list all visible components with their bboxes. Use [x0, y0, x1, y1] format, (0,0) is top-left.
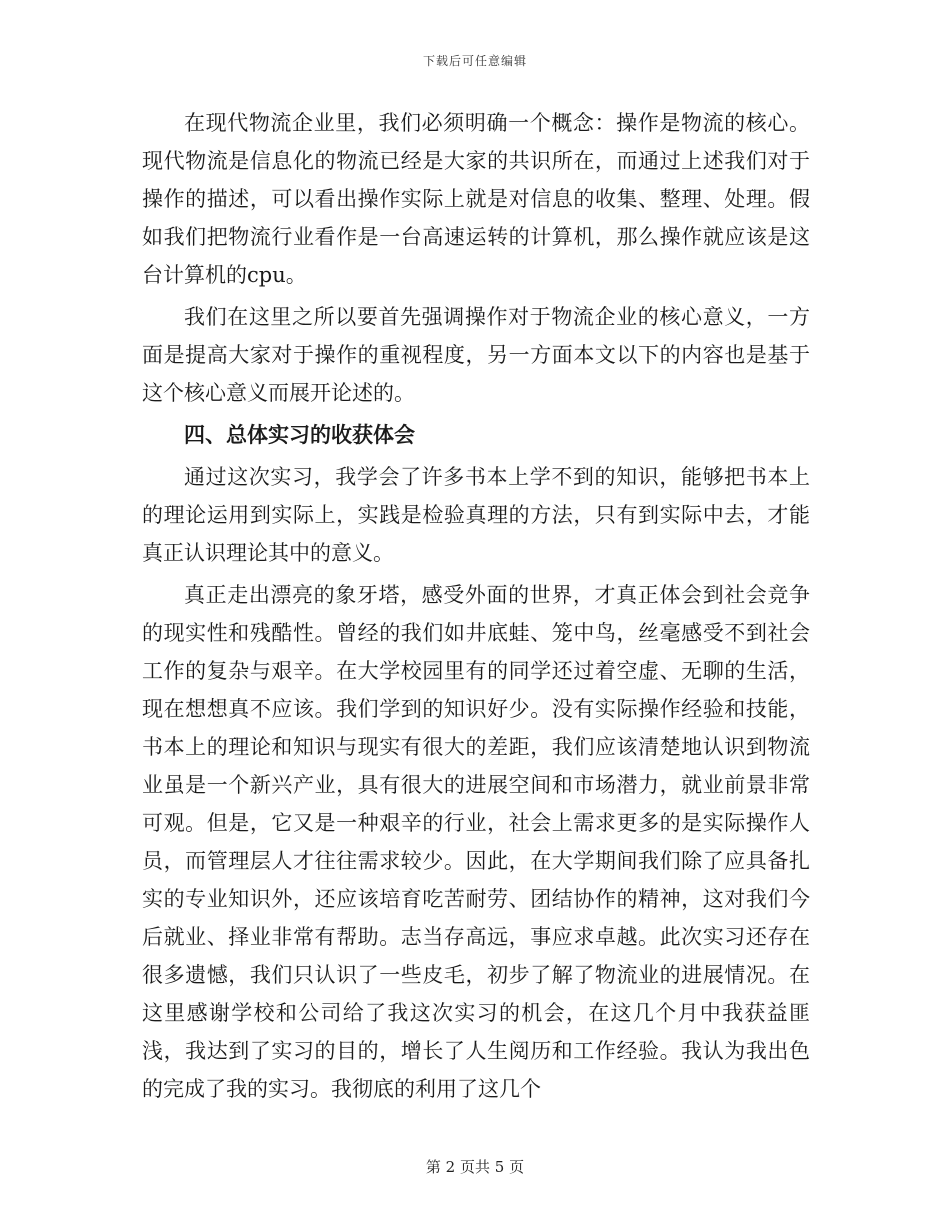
paragraph-4: 真正走出漂亮的象牙塔，感受外面的世界，才真正体会到社会竞争的现实性和残酷性。曾经的我们如井底蛙、笼中鸟，丝毫感受不到社会工作的复杂与艰辛。在大学校园里有的同学还过着空虚、无聊的生活，现在想想真不应该。我们学到的知识好少。没有实际操作经验和技能，书本上的理论和知识与现实有很大的差距，我们应该清楚地认识到物流业虽是一个新兴产业，具有很大的进展空间和市场潜力，就业前景非常可观。但是，它又是一种艰辛的行业，社会上需求更多的是实际操作人员，而管理层人才往往需求较少。因此，在大学期间我们除了应具备扎实的专业知识外，还应该培育吃苦耐劳、团结协作的精神，这对我们今后就业、择业非常有帮助。志当存高远，事应求卓越。此次实习还存在很多遗憾，我们只认识了一些皮毛，初步了解了物流业的进展情况。在这里感谢学校和公司给了我这次实习的机会，在这几个月中我获益匪浅，我达到了实习的目的，增长了人生阅历和工作经验。我认为我出色的完成了我的实习。我彻底的利用了这几个 [142, 583, 810, 1101]
section-heading: 四、总体实习的收获体会 [184, 422, 415, 447]
page-footer: 第 2 页共 5 页 [425, 1158, 525, 1176]
document-body [142, 104, 810, 1112]
paragraph-2: 我们在这里之所以要首先强调操作对于物流企业的核心意义，一方面是提高大家对于操作的重视程度，另一方面本文以下的内容也是基于这个核心意义而展开论述的。 [142, 305, 810, 405]
paragraph-1: 在现代物流企业里，我们必须明确一个概念：操作是物流的核心。现代物流是信息化的物流已经是大家的共识所在，而通过上述我们对于操作的描述，可以看出操作实际上就是对信息的收集、整理、处理。假如我们把物流行业看作是一台高速运转的计算机，那么操作就应该是这台计算机的cpu。 [142, 111, 810, 287]
page-header: 下载后可任意编辑 [422, 54, 527, 68]
paragraph-3: 通过这次实习，我学会了许多书本上学不到的知识，能够把书本上的理论运用到实际上，实践是检验真理的方法，只有到实际中去，才能真正认识理论其中的意义。 [142, 465, 810, 565]
